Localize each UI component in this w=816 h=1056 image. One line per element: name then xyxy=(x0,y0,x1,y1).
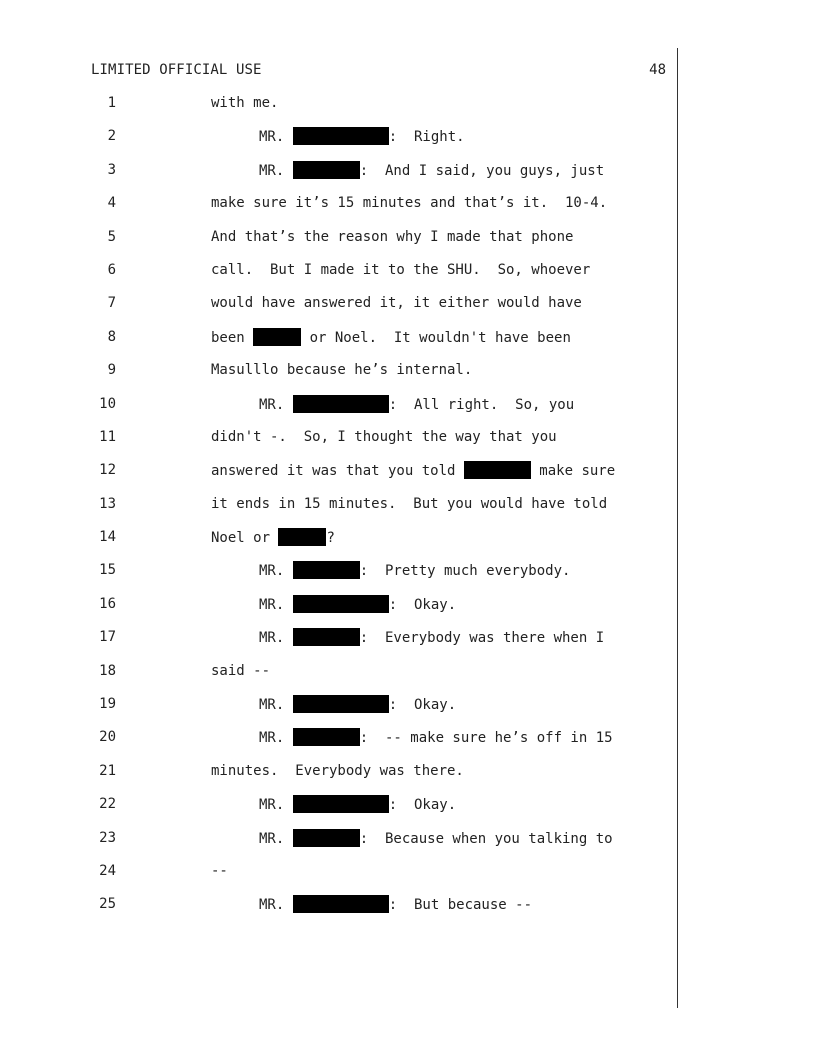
text-segment: didn't -. So, I thought the way that you xyxy=(211,428,557,445)
text-segment: : All right. So, you xyxy=(388,396,575,413)
transcript-line xyxy=(0,94,816,127)
text-segment: : Okay. xyxy=(388,797,457,814)
line-number: 18 xyxy=(99,662,116,679)
transcript-line xyxy=(0,428,816,461)
line-number: 5 xyxy=(107,228,116,245)
text-segment: MR. xyxy=(259,830,293,847)
transcript-line xyxy=(0,228,816,261)
line-number: 23 xyxy=(99,829,116,846)
line-number: 12 xyxy=(99,462,116,479)
line-number: 4 xyxy=(107,195,116,212)
line-text xyxy=(259,561,570,580)
line-number: 24 xyxy=(99,862,116,879)
transcript-line xyxy=(0,728,816,761)
text-segment: MR. xyxy=(259,129,293,146)
text-segment: it ends in 15 minutes. But you would have told xyxy=(211,495,608,512)
transcript-line xyxy=(0,127,816,160)
redaction-box xyxy=(464,461,531,479)
line-number: 21 xyxy=(99,762,116,779)
text-segment: MR. xyxy=(259,162,293,179)
line-text xyxy=(259,161,604,180)
transcript-line xyxy=(0,662,816,695)
text-segment: with me. xyxy=(211,95,279,111)
transcript-line xyxy=(0,261,816,294)
line-number: 25 xyxy=(99,896,116,913)
text-segment: make sure it’s 15 minutes and that’s it. 10-4. xyxy=(211,195,608,212)
redaction-box xyxy=(293,728,360,746)
redaction-box xyxy=(253,328,301,346)
line-number: 16 xyxy=(99,595,116,612)
page-number: 48 xyxy=(649,62,666,78)
line-text xyxy=(259,728,613,747)
transcript-line xyxy=(0,862,816,895)
redaction-box xyxy=(293,161,360,179)
transcript-line xyxy=(0,328,816,361)
line-text xyxy=(211,194,607,212)
line-number: 11 xyxy=(99,428,116,445)
line-text xyxy=(211,294,582,312)
line-text xyxy=(211,328,571,347)
line-text xyxy=(211,94,278,112)
text-segment: make sure xyxy=(530,463,616,480)
text-segment: MR. xyxy=(259,596,293,613)
transcript-body xyxy=(0,94,816,929)
redaction-box xyxy=(293,395,389,413)
line-text xyxy=(211,361,472,379)
redaction-box xyxy=(278,528,326,546)
line-number: 9 xyxy=(107,362,116,379)
line-text xyxy=(211,428,557,446)
text-segment: : But because -- xyxy=(388,897,533,914)
transcript-line xyxy=(0,294,816,327)
redaction-box xyxy=(293,628,360,646)
text-segment: ? xyxy=(326,530,335,547)
line-number: 3 xyxy=(107,161,116,178)
transcript-line xyxy=(0,194,816,227)
line-text xyxy=(211,261,590,279)
transcript-line xyxy=(0,595,816,628)
text-segment: MR. xyxy=(259,730,293,747)
line-text xyxy=(259,895,532,914)
transcript-line xyxy=(0,695,816,728)
redaction-box xyxy=(293,895,389,913)
transcript-line xyxy=(0,495,816,528)
transcript-line xyxy=(0,361,816,394)
text-segment: And that’s the reason why I made that phone xyxy=(211,228,574,245)
line-number: 17 xyxy=(99,629,116,646)
transcript-line xyxy=(0,762,816,795)
transcript-line xyxy=(0,395,816,428)
line-number: 2 xyxy=(107,128,116,145)
line-text xyxy=(259,395,574,414)
line-number: 19 xyxy=(99,696,116,713)
line-text xyxy=(259,595,456,614)
text-segment: : Right. xyxy=(388,129,465,146)
text-segment: or Noel. It wouldn't have been xyxy=(301,329,571,346)
redaction-box xyxy=(293,127,389,145)
text-segment: answered it was that you told xyxy=(211,463,464,480)
text-segment: MR. xyxy=(259,563,293,580)
line-text xyxy=(211,662,270,680)
line-number: 10 xyxy=(99,395,116,412)
text-segment: : Pretty much everybody. xyxy=(359,563,571,580)
transcript-line xyxy=(0,461,816,494)
line-text xyxy=(259,628,604,647)
line-text xyxy=(211,228,573,246)
text-segment: call. But I made it to the SHU. So, whoever xyxy=(211,261,591,278)
line-number: 22 xyxy=(99,796,116,813)
line-number: 20 xyxy=(99,729,116,746)
transcript-line xyxy=(0,795,816,828)
transcript-line xyxy=(0,528,816,561)
line-text xyxy=(211,762,464,780)
line-text xyxy=(211,862,228,880)
line-number: 14 xyxy=(99,529,116,546)
text-segment: : And I said, you guys, just xyxy=(359,162,605,179)
line-text xyxy=(211,528,335,547)
redaction-box xyxy=(293,795,389,813)
text-segment: MR. xyxy=(259,630,293,647)
redaction-box xyxy=(293,595,389,613)
line-text xyxy=(259,795,456,814)
text-segment: MR. xyxy=(259,396,293,413)
line-number: 13 xyxy=(99,495,116,512)
line-number: 6 xyxy=(107,261,116,278)
redaction-box xyxy=(293,561,360,579)
text-segment: : -- make sure he’s off in 15 xyxy=(359,730,613,747)
line-number: 15 xyxy=(99,562,116,579)
transcript-line xyxy=(0,628,816,661)
text-segment: been xyxy=(211,329,254,346)
text-segment: Masulllo because he’s internal. xyxy=(211,362,473,379)
text-segment: -- xyxy=(211,862,228,879)
line-number: 7 xyxy=(107,295,116,312)
redaction-box xyxy=(293,829,360,847)
text-segment: Noel or xyxy=(211,530,279,547)
line-text xyxy=(211,461,615,480)
text-segment: : Okay. xyxy=(388,596,457,613)
line-number: 8 xyxy=(107,328,116,345)
text-segment: : Everybody was there when I xyxy=(359,630,605,647)
transcript-line xyxy=(0,895,816,928)
text-segment: MR. xyxy=(259,897,293,914)
transcript-line xyxy=(0,829,816,862)
line-text xyxy=(259,829,613,848)
text-segment: : Okay. xyxy=(388,697,457,714)
line-text xyxy=(259,127,465,146)
classification-header: LIMITED OFFICIAL USE xyxy=(91,62,262,78)
transcript-line xyxy=(0,161,816,194)
transcript-line xyxy=(0,561,816,594)
redaction-box xyxy=(293,695,389,713)
line-text xyxy=(259,695,456,714)
line-text xyxy=(211,495,607,513)
text-segment: : Because when you talking to xyxy=(359,830,613,847)
text-segment: MR. xyxy=(259,797,293,814)
text-segment: MR. xyxy=(259,697,293,714)
text-segment: said -- xyxy=(211,662,271,679)
text-segment: minutes. Everybody was there. xyxy=(211,762,464,779)
line-number: 1 xyxy=(107,95,116,111)
text-segment: would have answered it, it either would have xyxy=(211,295,582,312)
